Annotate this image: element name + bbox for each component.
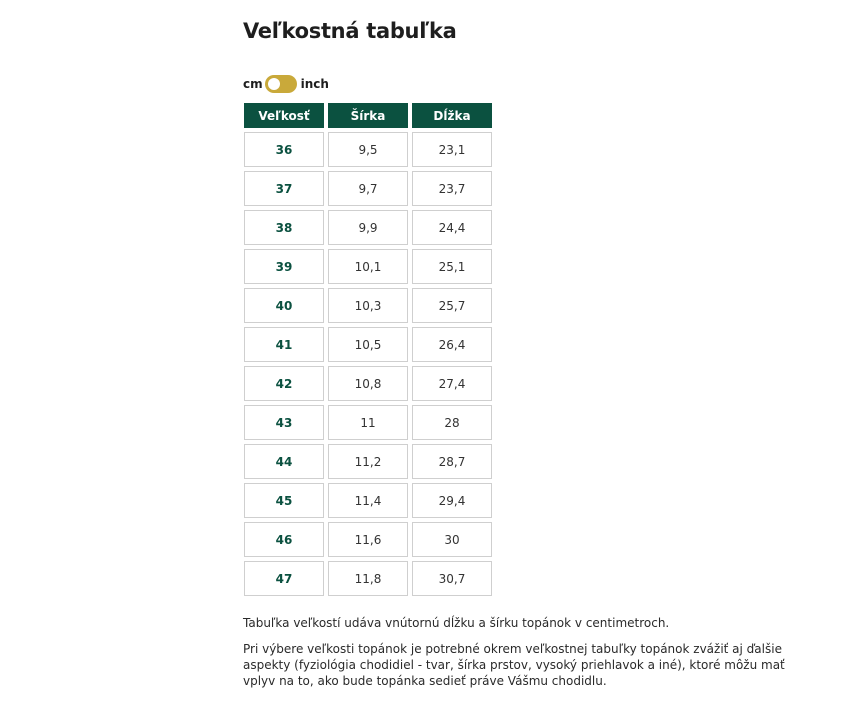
- length-cell: 24,4: [412, 210, 492, 245]
- width-cell: 11,4: [328, 483, 408, 518]
- size-cell: 39: [244, 249, 324, 284]
- length-cell: 27,4: [412, 366, 492, 401]
- table-row: [244, 327, 492, 362]
- unit-toggle: [243, 74, 329, 94]
- width-cell: 9,5: [328, 132, 408, 167]
- length-cell: 30,7: [412, 561, 492, 596]
- table-row: [244, 171, 492, 206]
- length-cell: 28,7: [412, 444, 492, 479]
- table-row: [244, 483, 492, 518]
- size-table: [240, 99, 496, 600]
- table-row: [244, 210, 492, 245]
- table-row: [244, 561, 492, 596]
- length-cell: 25,1: [412, 249, 492, 284]
- table-row: [244, 366, 492, 401]
- table-row: [244, 405, 492, 440]
- width-cell: 9,7: [328, 171, 408, 206]
- table-row: [244, 444, 492, 479]
- length-cell: 25,7: [412, 288, 492, 323]
- length-cell: 23,1: [412, 132, 492, 167]
- size-cell: 46: [244, 522, 324, 557]
- unit-switch[interactable]: [265, 75, 297, 93]
- width-cell: 10,5: [328, 327, 408, 362]
- width-cell: 9,9: [328, 210, 408, 245]
- width-cell: 11,2: [328, 444, 408, 479]
- table-row: [244, 132, 492, 167]
- length-cell: 23,7: [412, 171, 492, 206]
- fit-advice-note: Pri výbere veľkosti topánok je potrebné okrem veľkostnej tabuľky topánok zvážiť aj ďalšie aspekty (fyziológia chodidiel - tvar, šírka prstov, vysoký priehlavok a iné), ktoré môžu mať vplyv na to, ako bude topánka sedieť práve Vášmu chodidlu.: [243, 642, 785, 688]
- size-cell: 41: [244, 327, 324, 362]
- table-row: [244, 522, 492, 557]
- length-cell: 28: [412, 405, 492, 440]
- size-cell: 43: [244, 405, 324, 440]
- page-title: Veľkostná tabuľka: [243, 19, 457, 43]
- length-cell: 30: [412, 522, 492, 557]
- length-cell: 29,4: [412, 483, 492, 518]
- unit-inch-label[interactable]: inch: [300, 77, 329, 91]
- size-cell: 42: [244, 366, 324, 401]
- column-header-size: Veľkosť: [244, 103, 324, 128]
- length-cell: 26,4: [412, 327, 492, 362]
- width-cell: 11: [328, 405, 408, 440]
- unit-cm-label[interactable]: cm: [243, 77, 263, 91]
- width-cell: 10,1: [328, 249, 408, 284]
- size-cell: 38: [244, 210, 324, 245]
- size-cell: 40: [244, 288, 324, 323]
- unit-switch-knob: [268, 78, 280, 90]
- size-cell: 47: [244, 561, 324, 596]
- size-cell: 37: [244, 171, 324, 206]
- column-header-length: Dĺžka: [412, 103, 492, 128]
- size-cell: 44: [244, 444, 324, 479]
- size-cell: 36: [244, 132, 324, 167]
- column-header-width: Šírka: [328, 103, 408, 128]
- width-cell: 10,3: [328, 288, 408, 323]
- table-row: [244, 249, 492, 284]
- table-header-row: [244, 103, 492, 128]
- size-note: Tabuľka veľkostí udáva vnútornú dĺžku a šírku topánok v centimetroch.: [243, 616, 670, 630]
- width-cell: 11,8: [328, 561, 408, 596]
- width-cell: 10,8: [328, 366, 408, 401]
- size-cell: 45: [244, 483, 324, 518]
- table-row: [244, 288, 492, 323]
- width-cell: 11,6: [328, 522, 408, 557]
